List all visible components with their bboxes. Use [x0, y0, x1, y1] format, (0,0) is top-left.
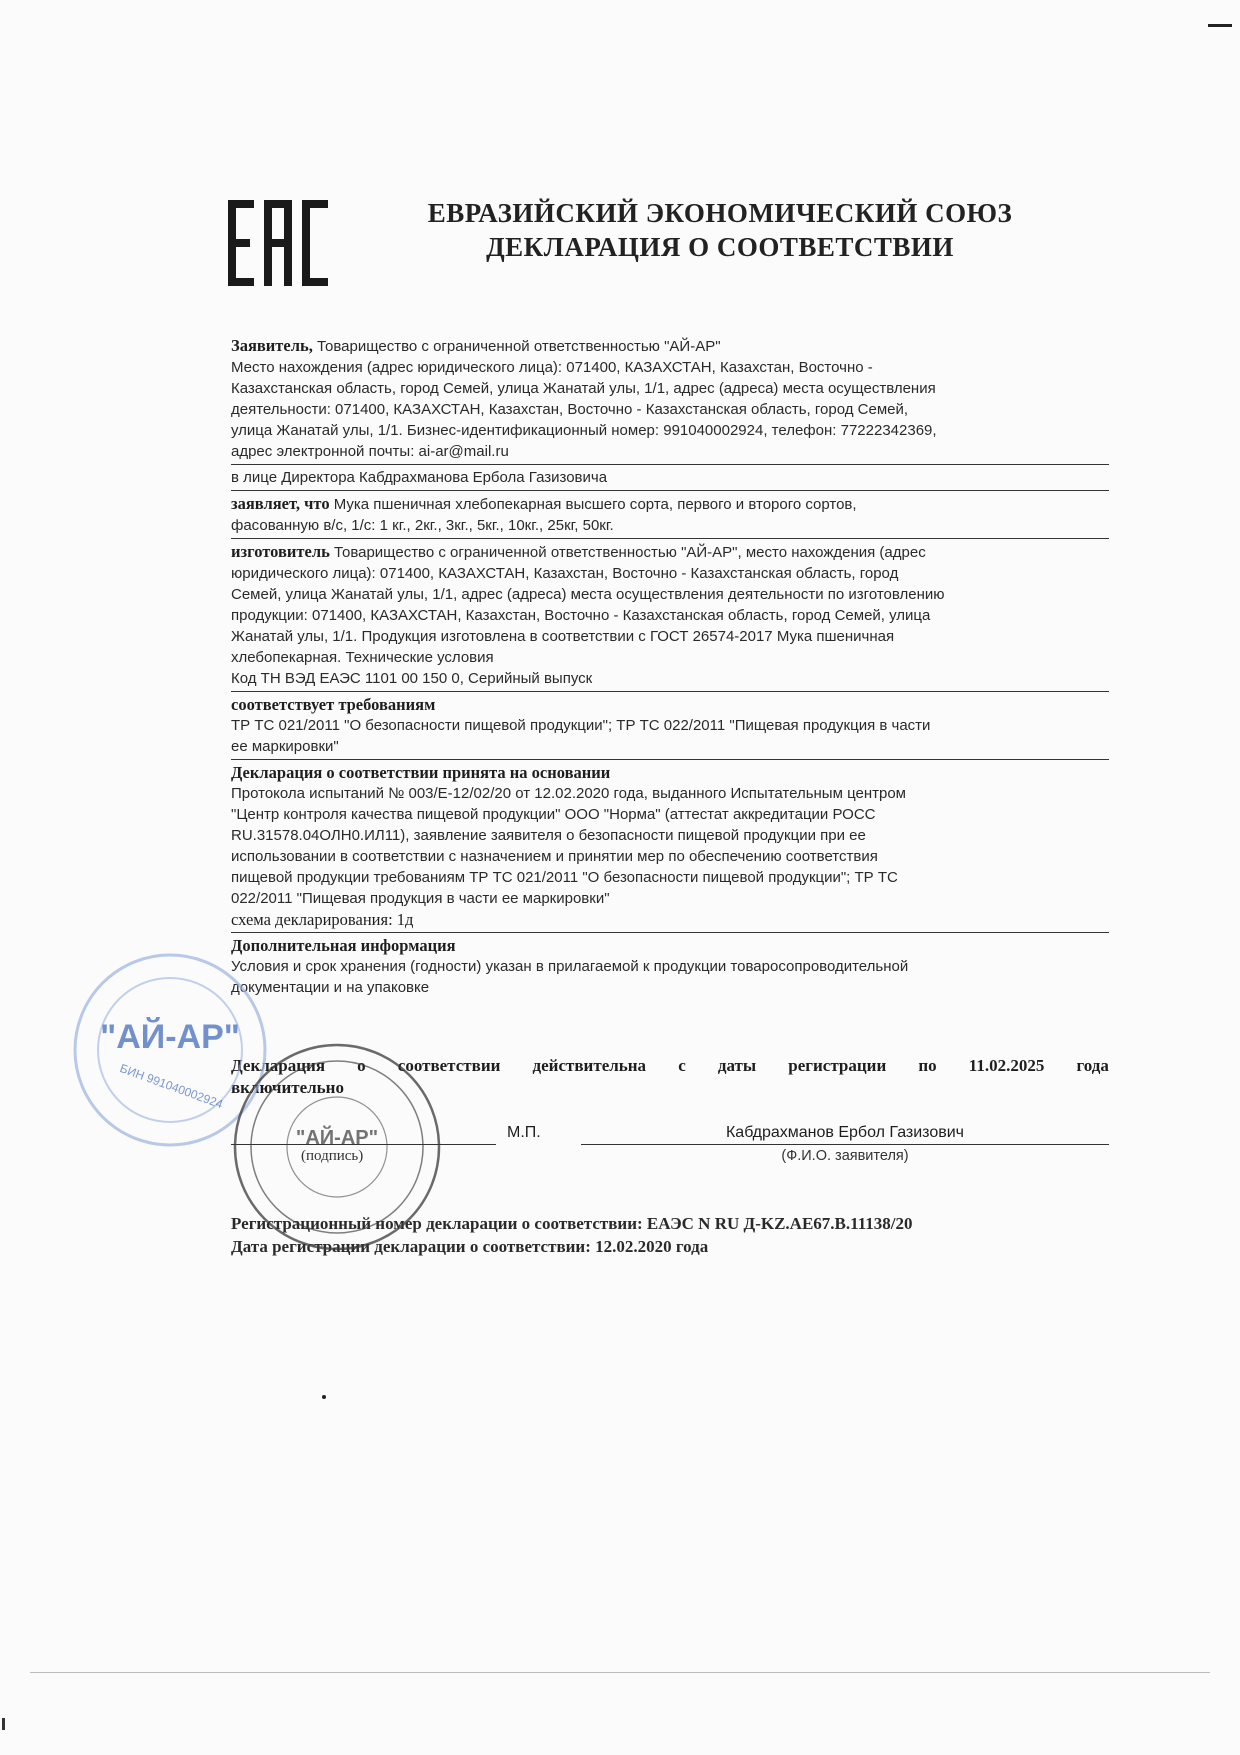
scan-mark	[1208, 24, 1232, 27]
validity-inclusive: включительно	[231, 1078, 344, 1097]
basis-line: Протокола испытаний № 003/Е-12/02/20 от 12.02.2020 года, выданного Испытательным центром	[231, 785, 906, 802]
applicant-section	[231, 335, 1109, 465]
title-union: ЕВРАЗИЙСКИЙ ЭКОНОМИЧЕСКИЙ СОЮЗ	[427, 198, 1013, 228]
signatory-name: Кабдрахманов Ербол Газизович	[725, 1124, 965, 1141]
representative-text: в лице Директора Кабдрахманова Ербола Газизовича	[231, 469, 608, 486]
validity-word: регистрации	[788, 1056, 887, 1075]
applicant-line: Место нахождения (адрес юридического лица): 071400, КАЗАХСТАН, Казахстан, Восточно -	[231, 359, 873, 376]
validity-word: соответствии	[397, 1056, 501, 1075]
validity-word: года	[1076, 1056, 1109, 1075]
scheme-line: схема декларирования: 1д	[231, 910, 414, 929]
applicant-head: Заявитель,	[231, 336, 313, 355]
signatory-name-label: (Ф.И.О. заявителя)	[781, 1148, 909, 1164]
declares-head: заявляет, что	[231, 494, 330, 513]
registration-date: Дата регистрации декларации о соответствии: 12.02.2020 года	[231, 1237, 709, 1256]
eac-logo-icon	[228, 200, 328, 286]
declares-packaging: фасованную в/с, 1/с: 1 кг., 2кг., 3кг., 5кг., 10кг., 25кг, 50кг.	[231, 517, 614, 534]
manufacturer-name: Товарищество с ограниченной ответственностью "АЙ-АР", место нахождения (адрес	[329, 544, 926, 561]
requirements-head: соответствует требованиям	[231, 695, 436, 714]
validity-date: 11.02.2025	[968, 1056, 1045, 1075]
declares-section	[231, 493, 1109, 539]
manufacturer-section	[231, 541, 1109, 692]
requirements-section	[231, 694, 1109, 760]
manufacturer-line: Жанатай улы, 1/1. Продукция изготовлена в соответствии с ГОСТ 26574-2017 Мука пшеничная	[231, 628, 895, 645]
manufacturer-line: юридического лица): 071400, КАЗАХСТАН, Казахстан, Восточно - Казахстанская область, город	[231, 565, 899, 582]
basis-line: использовании в соответствии с назначением и принятии мер по обеспечению соответствия	[231, 848, 878, 865]
basis-line: RU.31578.04ОЛН0.ИЛ11), заявление заявителя о безопасности пищевой продукции при ее	[231, 827, 866, 844]
scan-dot	[322, 1395, 326, 1399]
stamp-place-label: М.П.	[507, 1124, 541, 1141]
requirements-line: ТР ТС 021/2011 "О безопасности пищевой продукции"; ТР ТС 022/2011 "Пищевая продукция в части	[231, 717, 931, 734]
applicant-line: улица Жанатай улы, 1/1. Бизнес-идентификационный номер: 991040002924, телефон: 77222342369,	[231, 422, 937, 439]
applicant-line: деятельности: 071400, КАЗАХСТАН, Казахстан, Восточно - Казахстанская область, город Семей,	[231, 401, 909, 418]
document-title	[360, 196, 1080, 264]
basis-line: пищевой продукции требованиям ТР ТС 021/2011 "О безопасности пищевой продукции"; ТР ТС	[231, 869, 898, 886]
validity-word: даты	[717, 1056, 757, 1075]
representative-section	[231, 467, 1109, 491]
signature-label: (подпись)	[301, 1148, 364, 1164]
additional-line: Условия и срок хранения (годности) указан в прилагаемой к продукции товаросопроводительной	[231, 958, 909, 975]
registration-number: Регистрационный номер декларации о соответствии: ЕАЭС N RU Д-KZ.АЕ67.В.11138/20	[231, 1214, 913, 1233]
additional-section	[231, 935, 1109, 1000]
basis-line: 022/2011 "Пищевая продукция в части ее маркировки"	[231, 890, 610, 907]
validity-word: о	[357, 1056, 366, 1075]
applicant-line: Казахстанская область, город Семей, улица Жанатай улы, 1/1, адрес (адреса) места осуществления	[231, 380, 936, 397]
manufacturer-line: Семей, улица Жанатай улы, 1/1, адрес (адреса) места осуществления деятельности по изготовлению	[231, 586, 945, 603]
manufacturer-head: изготовитель	[231, 542, 330, 561]
stamp-company-name: "АЙ-АР"	[100, 1018, 240, 1056]
name-line	[581, 1144, 1109, 1145]
basis-section	[231, 762, 1109, 933]
manufacturer-line: хлебопекарная. Технические условия	[231, 649, 494, 666]
seal-center-text: "АЙ-АР"	[295, 1127, 379, 1149]
validity-word: с	[678, 1056, 686, 1075]
title-declaration: ДЕКЛАРАЦИЯ О СООТВЕТСТВИИ	[486, 232, 954, 262]
additional-line: документации и на упаковке	[231, 979, 430, 996]
round-seal-icon	[230, 1040, 445, 1255]
validity-word: действительна	[532, 1056, 647, 1075]
additional-head: Дополнительная информация	[231, 936, 456, 955]
manufacturer-line: продукции: 071400, КАЗАХСТАН, Казахстан, Восточно - Казахстанская область, город Семей, улица	[231, 607, 931, 624]
applicant-line: адрес электронной почты: ai-ar@mail.ru	[231, 443, 509, 460]
declares-product: Мука пшеничная хлебопекарная высшего сорта, первого и второго сортов,	[329, 496, 857, 513]
hs-code-line: Код ТН ВЭД ЕАЭС 1101 00 150 0, Серийный выпуск	[231, 670, 593, 687]
scan-mark-left	[2, 1718, 5, 1730]
validity-word: Декларация	[231, 1056, 326, 1075]
basis-head: Декларация о соответствии принята на основании	[231, 763, 611, 782]
declaration-body	[231, 335, 1109, 1002]
stamp-bin: БИН 991040002924	[117, 1061, 225, 1112]
requirements-line: ее маркировки"	[231, 738, 339, 755]
validity-word: по	[918, 1056, 937, 1075]
basis-line: "Центр контроля качества пищевой продукции" ООО "Норма" (аттестат аккредитации РОСС	[231, 806, 876, 823]
scan-bottom-line	[30, 1672, 1210, 1673]
applicant-name: Товарищество с ограниченной ответственностью "АЙ-АР"	[312, 338, 721, 355]
